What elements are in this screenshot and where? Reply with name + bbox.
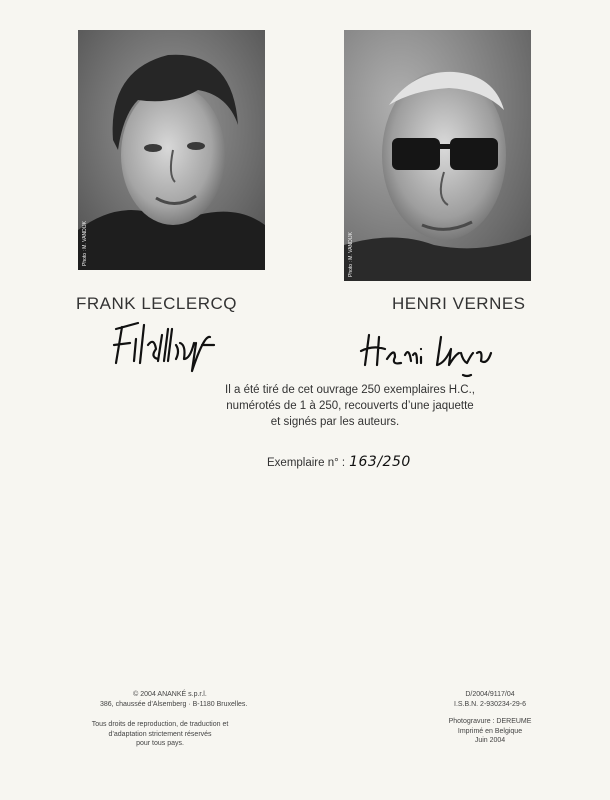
rights-line: pour tous pays. [136, 740, 184, 747]
edition-line: numérotés de 1 à 250, recouverts d’une jaquette [226, 400, 474, 412]
edition-line: et signés par les auteurs. [270, 416, 400, 428]
edition-line: Il a été tiré de cet ouvrage 250 exemplaires H.C., [225, 384, 475, 396]
portrait-left [78, 30, 265, 270]
portrait-right [344, 30, 531, 281]
printed-in: Imprimé en Belgique [457, 727, 523, 735]
publisher-info [100, 690, 248, 709]
author-name-right: HENRI VERNES [392, 294, 526, 313]
print-date: Juin 2004 [474, 737, 506, 744]
photo-credit-left: Photo : M. VANDIJK [82, 221, 88, 266]
legal-deposit: D/2004/9117/04 [465, 691, 515, 698]
rights-line: d’adaptation strictement réservés [108, 730, 212, 738]
copy-number-value: 163/250 [349, 454, 411, 470]
photogravure: Photogravure : DEREUME [448, 718, 532, 725]
signature-left [110, 315, 240, 375]
print-info [430, 717, 550, 746]
copy-number [267, 454, 411, 470]
rights-notice [70, 720, 250, 749]
publisher-name: © 2004 ANANKÉ s.p.r.l. [133, 691, 207, 698]
signature-right [355, 325, 505, 380]
photo-credit-right: Photo : M. VANDIJK [348, 232, 354, 277]
publisher-address: 386, chaussée d’Alsemberg · B-1180 Bruxelles. [100, 700, 248, 708]
author-photo-left [78, 30, 265, 270]
copy-number-label: Exemplaire n° : [267, 457, 346, 469]
author-photo-right [344, 30, 531, 281]
legal-info [430, 690, 550, 709]
isbn: I.S.B.N. 2-930234-29-6 [454, 700, 526, 708]
edition-notice [0, 382, 610, 430]
author-name-left: FRANK LECLERCQ [76, 294, 237, 313]
rights-line: Tous droits de reproduction, de traduction et [91, 721, 229, 728]
